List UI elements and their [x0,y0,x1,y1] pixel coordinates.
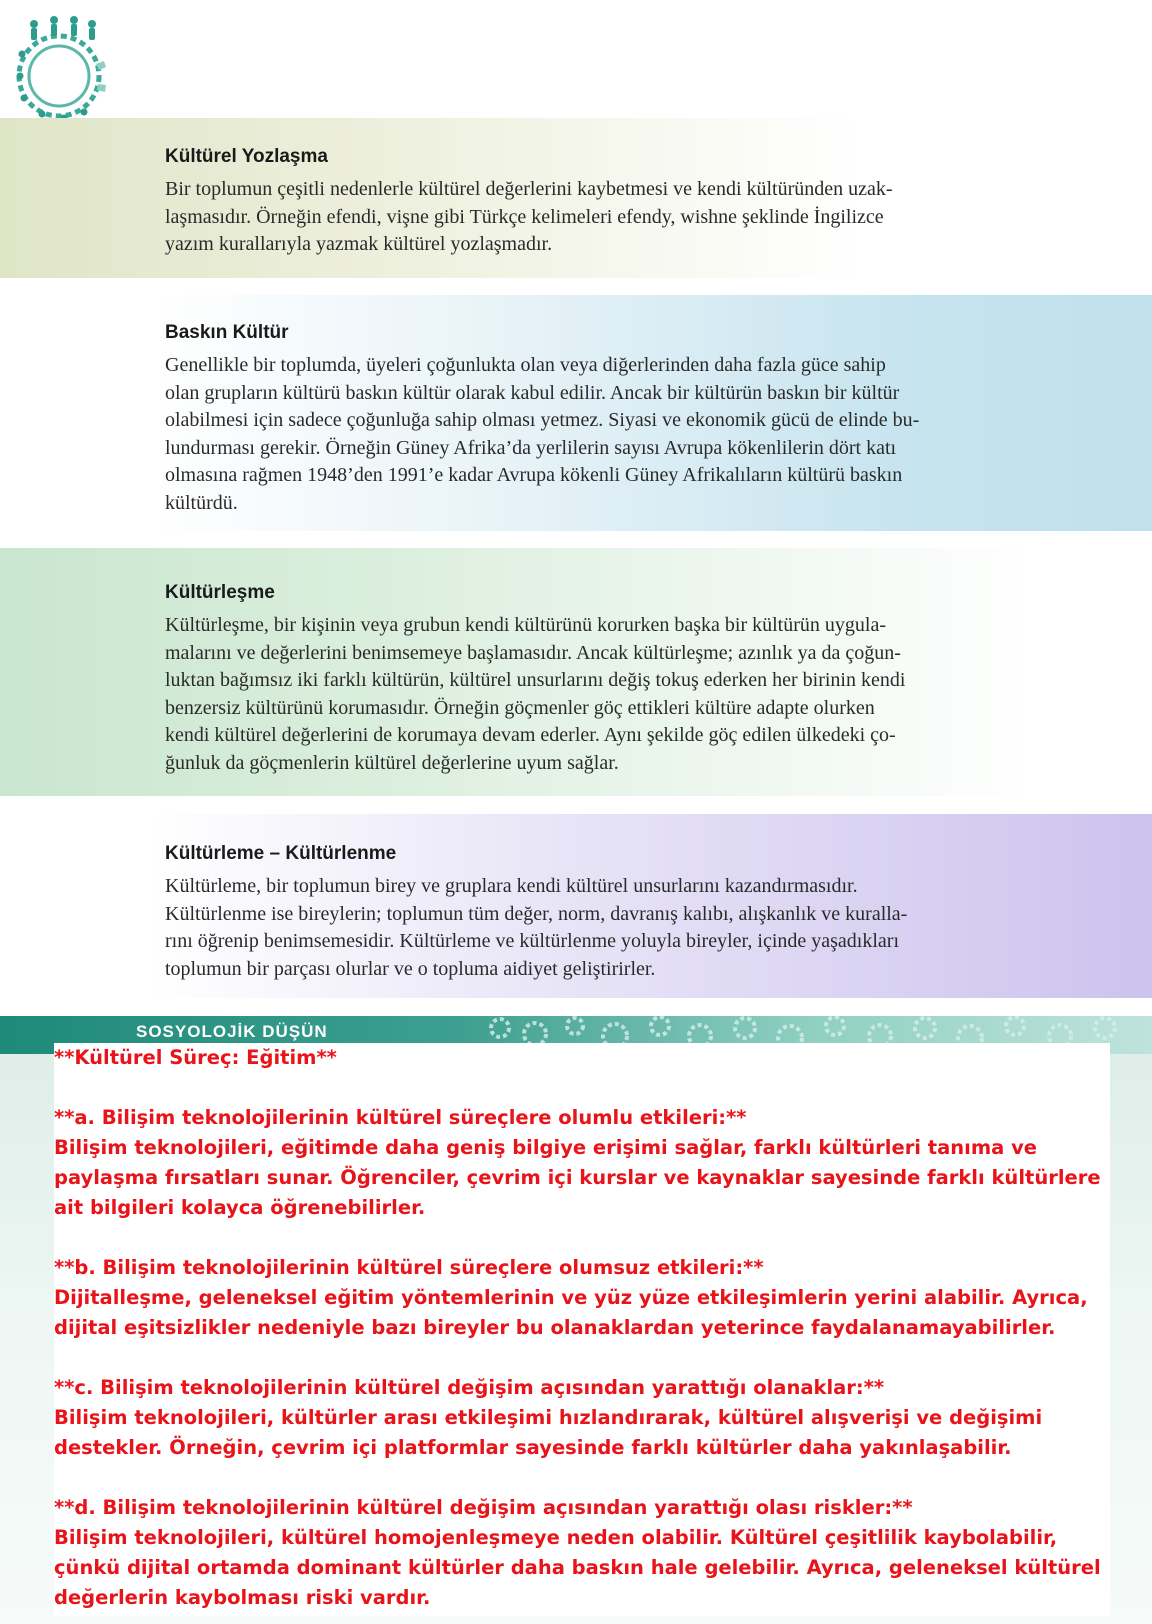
answer-text-a: Bilişim teknolojileri, eğitimde daha geniş bilgiye erişimi sağlar, farklı kültürleri tanıma ve paylaşma fırsatları sunar. Öğrenciler, çevrim içi kurslar ve kaynaklar sayesinde farklı kültürlere ait bilgileri kolayca öğrenebilirler. [54,1136,1101,1219]
answer-question-b: **b. Bilişim teknolojilerinin kültürel süreçlere olumsuz etkileri:** [54,1256,764,1279]
section-body: Kültürleşme, bir kişinin veya grubun kendi kültürünü korurken başka bir kültürün uygula- malarını ve değerlerini benimsemeye başlamasıdır. Ancak kültürleşme; azınlık ya da çoğun- luktan bağımsız iki farklı kültürün, kültürel unsurlarını değiş tokuş ederken her birinin kendi benzersiz kültürünü korumasıdır. Örneğin göçmenler göç ettikleri kültüre adapte olurken kendi kültürel değerlerini de korumaya devam ederler. Aynı şekilde göç edilen ülkedeki ço- ğunluk da göçmenlerin kültürel değerlerine uyum sağlar. [165,614,906,774]
answer-question-a: **a. Bilişim teknolojilerinin kültürel süreçlere olumlu etkileri:** [54,1106,747,1129]
answer-overlay [54,1043,1110,1616]
answer-text-c: Bilişim teknolojileri, kültürler arası etkileşimi hızlandırarak, kültürel alışverişi ve değişimi destekler. Örneğin, çevrim içi platformlar sayesinde farklı kültürler daha yakınlaşabilir. [54,1406,1043,1459]
answer-text-d: Bilişim teknolojileri, kültürel homojenleşmeye neden olabilir. Kültürel çeşitlilik kaybolabilir, çünkü dijital ortamda dominant kültürler daha baskın hale gelebilir. Ayrıca, geleneksel kültürel değerlerin kaybolması riski vardır. [54,1526,1101,1609]
answer-question-d: **d. Bilişim teknolojilerinin kültürel değişim açısından yarattığı olası riskler:** [54,1496,913,1519]
footer-label: SOSYOLOJİK DÜŞÜN [136,1022,328,1041]
section-title: Kültürel Yozlaşma [165,146,328,167]
section-kulturleme-kulturlenme [165,843,1035,983]
section-kulturlesme [165,582,1035,777]
section-body: Bir toplumun çeşitli nedenlerle kültürel değerlerini kaybetmesi ve kendi kültüründen uzak- laşmasıdır. Örneğin efendi, vişne gibi Türkçe kelimeleri efendy, wishne şeklinde İngilizce yazım kurallarıyla yazmak kültürel yozlaşmadır. [165,178,893,255]
answer-text-b: Dijitalleşme, geleneksel eğitim yöntemlerinin ve yüz yüze etkileşimlerin yerini alabilir. Ayrıca, dijital eşitsizlikler nedeniyle bazı bireyler bu olanaklardan yeterince faydalanamayabilirler. [54,1286,1088,1339]
section-baskin-kultur [165,322,1035,517]
section-title: Baskın Kültür [165,322,289,343]
people-ring-logo-icon [14,14,108,124]
answer-question-c: **c. Bilişim teknolojilerinin kültürel değişim açısından yarattığı olanaklar:** [54,1376,885,1399]
section-title: Kültürleşme [165,582,275,603]
section-kulturel-yozlasma [165,146,1035,259]
answer-heading: **Kültürel Süreç: Eğitim** [54,1046,337,1069]
section-body: Genellikle bir toplumda, üyeleri çoğunlukta olan veya diğerlerinden daha fazla güce sahip olan grupların kültürü baskın kültür olarak kabul edilir. Ancak bir kültürün baskın bir kültür olabilmesi için sadece çoğunluğa sahip olması yetmez. Siyasi ve ekonomik gücü de elinde bu- lundurması gerekir. Örneğin Güney Afrika’da yerlilerin sayısı Avrupa kökenlilerin dört katı olmasına rağmen 1948’den 1991’e kadar Avrupa kökenli Güney Afrikalıların kültürü baskın kültürdü. [165,354,920,514]
section-body: Kültürleme, bir toplumun birey ve gruplara kendi kültürel unsurlarını kazandırmasıdır. Kültürlenme ise bireylerin; toplumun tüm değer, norm, davranış kalıbı, alışkanlık ve kuralla- rını öğrenip benimsemesidir. Kültürleme ve kültürlenme yoluyla bireyler, içinde yaşadıkları toplumun bir parçası olurlar ve o topluma aidiyet geliştirirler. [165,875,908,980]
section-title: Kültürleme – Kültürlenme [165,843,397,864]
